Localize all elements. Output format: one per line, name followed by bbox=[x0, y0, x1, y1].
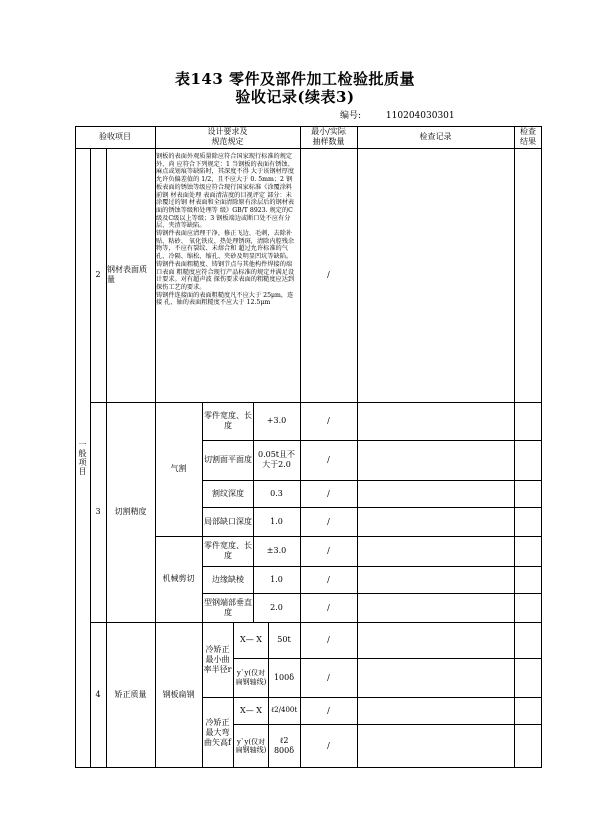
requirement-paragraph: 钢板的表面外观质量除应符合国家现行标准的规定外，尚 应符合下列规定：1 当钢板的表面有锈蚀、麻点或划痕等缺陷时，其深度不得 大于该钢材厚度允许负偏差值的 1/2，且不应大于 0. 5mm；2 钢板表面的锈蚀等级应符合现行国家标准《涂覆涂料前钢 材表面处理 表面清洁度的目视评定 部分：未涂覆过的钢 材表面和全面清除原有涂层后的钢材表面的锈蚀等级和处理等 级》GB/T 8923. 规定的C级及C级以上等级；3 钢板端边或断口处不应有分层、夹渣等缺陷。 bbox=[156, 153, 295, 230]
method-label: 气割 bbox=[170, 464, 187, 473]
sample-value: / bbox=[327, 516, 330, 526]
page-subtitle: 验收记录(续表3) bbox=[235, 88, 355, 106]
limit-value: 50t bbox=[277, 635, 291, 644]
col-header-item: 验收项目 bbox=[99, 132, 131, 141]
sample-value: / bbox=[327, 602, 330, 612]
spec-value: ±3.0 bbox=[266, 546, 287, 555]
sample-value: / bbox=[327, 672, 330, 682]
requirement-paragraph: 铸钢件表面粗糙度、铸钢节点与其他构件焊接的端口表面 粗糙度应符合现行产品标准的规定并满足设计要求。对有超声波 探伤要求表面的粗糙度应达到探伤工艺的要求。 bbox=[156, 260, 295, 291]
sub-item-label: 局部缺口深度 bbox=[204, 516, 252, 526]
axis-label: X— X bbox=[240, 635, 262, 644]
spec-value: 1.0 bbox=[270, 516, 283, 526]
row-number: 4 bbox=[95, 690, 101, 699]
limit-value: 100δ bbox=[273, 672, 295, 682]
sample-value: / bbox=[327, 705, 330, 715]
row-item-name: 钢材表面质量 bbox=[107, 265, 147, 284]
group-label: 一般项目 bbox=[78, 440, 87, 476]
axis-label: y`y(仅对扁钢轴线) bbox=[235, 669, 267, 686]
limit-value: ℓ2/400t bbox=[270, 706, 298, 715]
surface-quality-requirements bbox=[156, 153, 298, 307]
sub-item-label: 边缘缺棱 bbox=[212, 574, 244, 584]
row-item-name: 切割精度 bbox=[114, 507, 147, 516]
code-value: 110204030301 bbox=[385, 111, 455, 121]
limit-value: ℓ2 800δ bbox=[273, 736, 295, 755]
record-code bbox=[340, 108, 455, 121]
spec-value: +3.0 bbox=[266, 416, 287, 425]
correction-group-label: 冷矫正最小曲率半径r bbox=[203, 645, 232, 674]
sub-item-label: 割纹深度 bbox=[212, 488, 244, 498]
sample-value: / bbox=[327, 488, 330, 498]
code-label: 编号: bbox=[340, 111, 362, 121]
correction-group-label: 冷矫正最大弯曲矢高f bbox=[204, 718, 231, 747]
axis-label: X— X bbox=[240, 705, 262, 715]
requirement-paragraph: 铸钢件连接面的表面粗糙度凡不应大于 25μm，连接 孔、轴的表面粗糙度不应大于 12.5μm bbox=[156, 291, 294, 307]
sub-item-label: 型钢端部垂直度 bbox=[204, 597, 252, 617]
method-label: 机械剪切 bbox=[162, 574, 195, 583]
col-header-design: 设计要求及 规范规定 bbox=[207, 127, 248, 146]
col-header-result: 检查 结果 bbox=[520, 127, 536, 146]
sample-value: / bbox=[327, 635, 330, 644]
sub-item-label: 零件宽度、长度 bbox=[204, 411, 252, 430]
row-number: 2 bbox=[95, 270, 101, 279]
sample-value: / bbox=[327, 416, 330, 425]
sample-value: / bbox=[327, 741, 330, 750]
spec-value: 0.05t且不大于2.0 bbox=[257, 450, 296, 469]
column-line bbox=[357, 126, 358, 768]
spec-value: 0.3 bbox=[270, 488, 283, 498]
row-number: 3 bbox=[95, 507, 101, 516]
column-line bbox=[514, 126, 515, 768]
sample-value: / bbox=[327, 546, 330, 555]
spec-value: 1.0 bbox=[270, 574, 283, 584]
row-item-name: 矫正质量 bbox=[114, 690, 147, 699]
group-label-cell bbox=[75, 148, 90, 768]
sample-value: / bbox=[327, 455, 330, 464]
axis-label: y`y(仅对扁钢轴线) bbox=[235, 737, 267, 754]
sample-value: / bbox=[327, 270, 330, 279]
page-title: 表143 零件及部件加工检验批质量 bbox=[174, 70, 416, 88]
method-label: 钢板扁钢 bbox=[162, 690, 195, 699]
sub-item-label: 切割面平面度 bbox=[204, 455, 252, 464]
col-header-sample: 最小/实际 抽样数量 bbox=[311, 127, 346, 146]
spec-value: 2.0 bbox=[270, 602, 283, 612]
requirement-paragraph: 铸钢件表面应清理干净，修正飞边、毛刺，去除补贴、粘砂、 氧化铁皮、热处理锈斑，清除内腔残余物等，不应有裂纹、未熔合和 超过允许标准的气孔、冷隔、缩松、缩孔、夹砂及明显凹坑等缺陷。 bbox=[156, 230, 295, 261]
sub-item-label: 零件宽度、长度 bbox=[204, 541, 252, 560]
sample-value: / bbox=[327, 574, 330, 584]
col-header-record: 检查记录 bbox=[419, 132, 452, 141]
